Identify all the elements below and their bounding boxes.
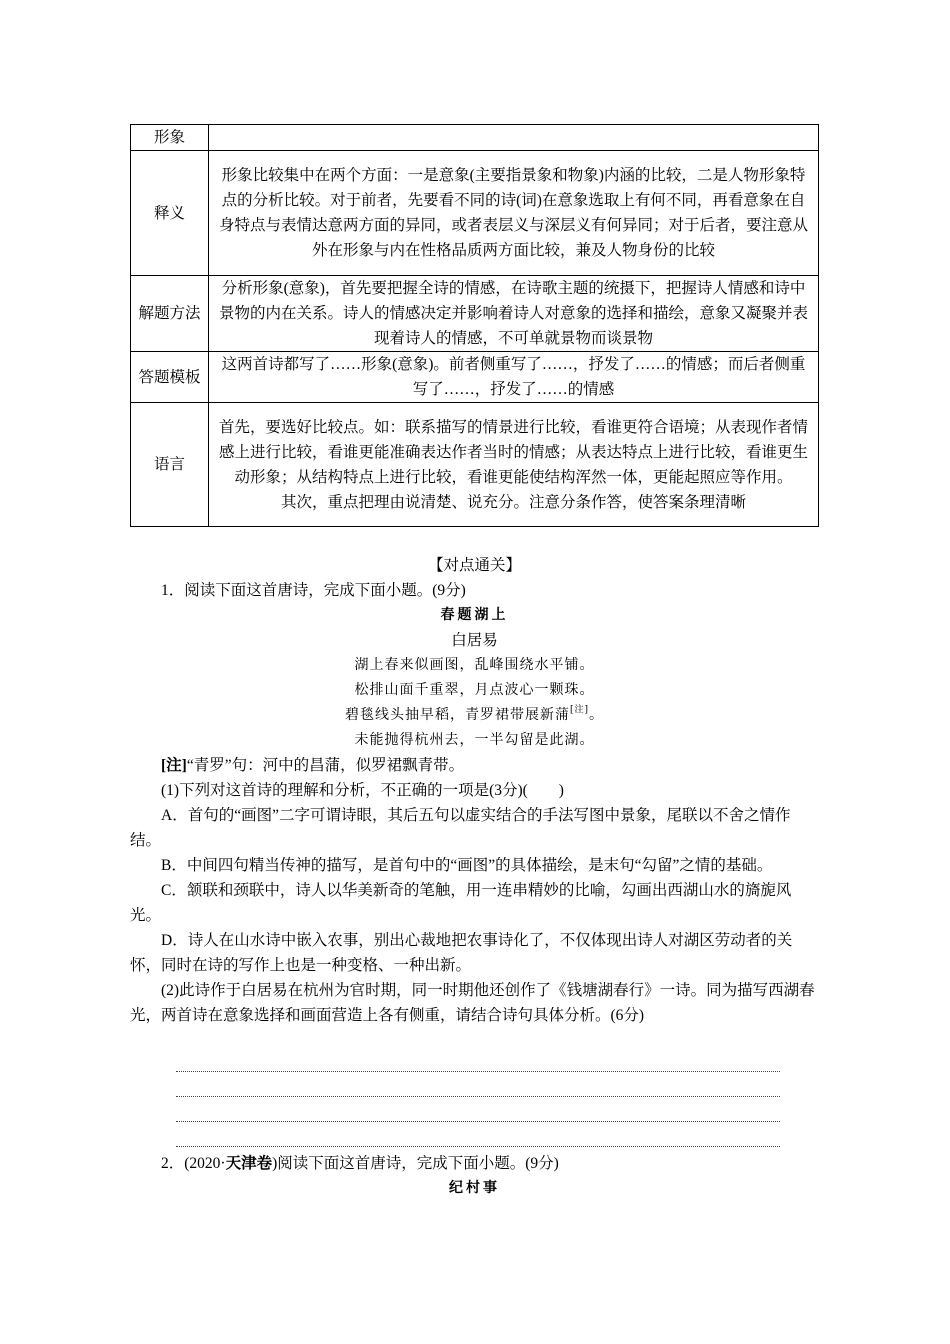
note-text: “青罗”句：河中的昌蒲，似罗裙飘青带。 [186, 757, 465, 774]
poem-line: 碧毯线头抽早稻，青罗裙带展新蒲[注]。 [344, 705, 605, 723]
option-a: A．首句的“画图”二字可谓诗眼，其后五句以虚实结合的手法写图中景象，尾联以不舍之情作结。 [130, 807, 791, 849]
row-label: 解题方法 [131, 276, 209, 352]
option-c: C．颔联和颈联中，诗人以华美新奇的笔触，用一连串精妙的比喻，勾画出西湖山水的旖旎风光。 [130, 882, 792, 924]
table-row [131, 151, 819, 276]
q1-intro: 1．阅读下面这首唐诗，完成下面小题。(9分) [161, 582, 466, 599]
answer-line[interactable] [176, 1071, 780, 1072]
poem-line: 湖上春来似画图，乱峰围绕水平铺。 [354, 657, 595, 673]
answer-line[interactable] [176, 1121, 780, 1122]
poem-author: 白居易 [451, 632, 498, 649]
option-b: B．中间四句精当传神的描写，是首句中的“画图”的具体描绘，是末句“勾留”之情的基础。 [161, 857, 773, 874]
table-row [131, 276, 819, 352]
table-row [131, 352, 819, 403]
poem-line: 未能抛得杭州去，一半勾留是此湖。 [354, 732, 595, 748]
note-label: [注] [161, 757, 187, 774]
poem-title: 春题湖上 [440, 607, 509, 623]
answer-line[interactable] [176, 1146, 780, 1147]
q1-sub1: (1)下列对这首诗的理解和分析，不正确的一项是(3分)( ) [161, 782, 564, 799]
poem-line: 松排山面千重翠，月点波心一颗珠。 [354, 682, 595, 698]
row-label: 语言 [131, 403, 209, 527]
row-content: 分析形象(意象)，首先要把握全诗的情感，在诗歌主题的统摄下，把握诗人情感和诗中景物的内在关系。诗人的情感决定并影响着诗人对意象的选择和描绘，意象又凝聚并表现着诗人的情感，不可单就景物而谈景物 [209, 276, 819, 352]
question-2 [130, 1151, 819, 1201]
row-content [209, 403, 819, 527]
row-label: 释义 [131, 151, 209, 276]
note-mark: [注] [569, 705, 590, 715]
q2-intro [130, 1151, 819, 1176]
table-row [131, 125, 819, 151]
row-content [209, 125, 819, 151]
q2-source: 天津卷 [225, 1155, 273, 1172]
row-content-part1: 首先，要选好比较点。如：联系描写的情景进行比较，看谁更符合语境；从表现作者情感上进行比较，看谁更能准确表达作者当时的情感；从表达特点上进行比较，看谁更生动形象；从结构特点上进行比较，看谁更能使结构浑然一体，更能起照应等作用。 [218, 418, 808, 486]
row-content: 形象比较集中在两个方面：一是意象(主要指景象和物象)内涵的比较，二是人物形象特点的分析比较。对于前者，先要看不同的诗(词)在意象选取上有何不同，再看意象在自身特点与表情达意两方面的异同，或者表层义与深层义有何异同；对于后者，要注意从外在形象与内在性格品质两方面比较，兼及人物身份的比较 [209, 151, 819, 276]
row-label: 答题模板 [131, 352, 209, 403]
row-content: 这两首诗都写了……形象(意象)。前者侧重写了……，抒发了……的情感；而后者侧重写了……，抒发了……的情感 [209, 352, 819, 403]
row-content-part2: 其次，重点把理由说清楚、说充分。注意分条作答，使答案条理清晰 [280, 493, 746, 511]
question-section [130, 553, 819, 1028]
poem-title: 纪村事 [449, 1180, 500, 1196]
method-table [130, 124, 819, 527]
option-d: D．诗人在山水诗中嵌入农事，别出心裁地把农事诗化了，不仅体现出诗人对湖区劳动者的关怀，同时在诗的写作上也是一种变格、一种出新。 [130, 932, 793, 974]
row-label: 形象 [131, 125, 209, 151]
q2-prefix: 2．(2020· [161, 1155, 226, 1172]
q2-suffix: )阅读下面这首唐诗，完成下面小题。(9分) [272, 1155, 559, 1172]
table-row [131, 403, 819, 527]
q1-sub2: (2)此诗作于白居易在杭州为官时期，同一时期他还创作了《钱塘湖春行》一诗。同为描写西湖春光，两首诗在意象选择和画面营造上各有侧重，请结合诗句具体分析。(6分) [130, 982, 815, 1024]
answer-line[interactable] [176, 1096, 780, 1097]
poem-line-text: 碧毯线头抽早稻，青罗裙带展新蒲 [344, 707, 570, 723]
poem-note [130, 753, 819, 778]
section-title: 【对点通关】 [427, 557, 521, 574]
